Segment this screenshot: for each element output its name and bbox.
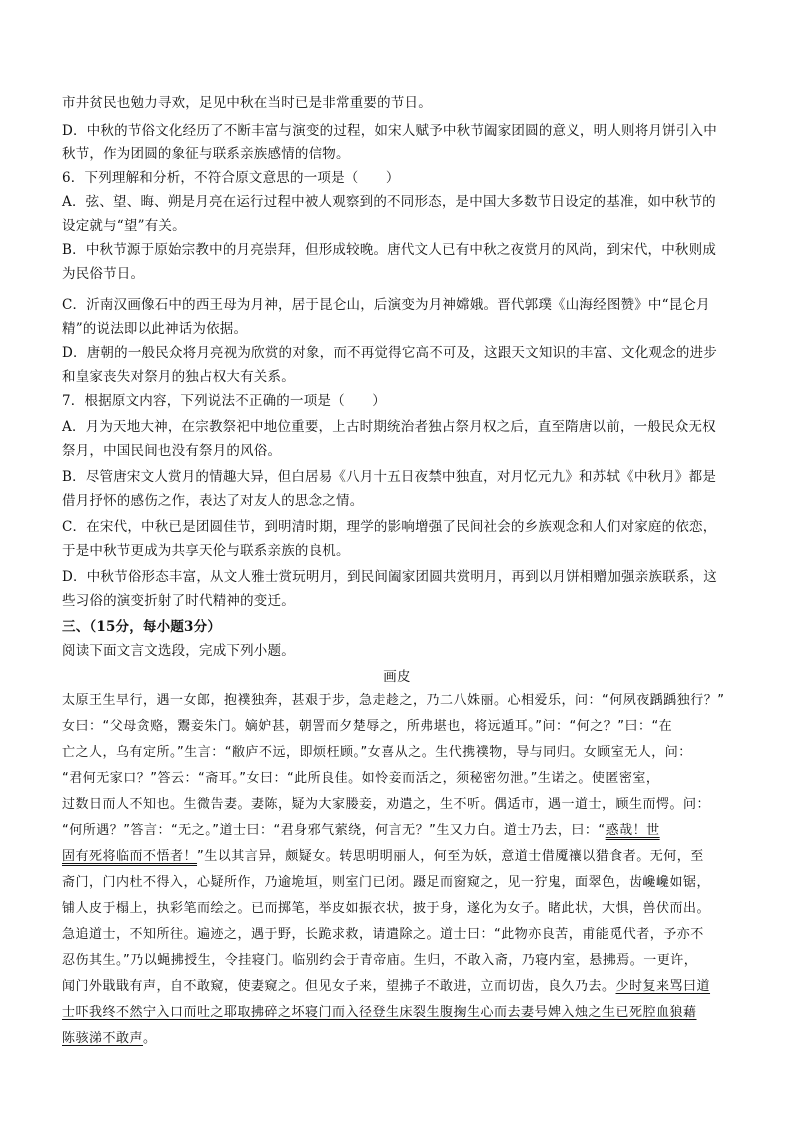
- q6-option-b-line1: B．中秋节源于原始宗教中的月亮崇拜，但形成较晚。唐代文人已有中秋之夜赏月的风尚，到宋代，中秋则成: [62, 242, 717, 258]
- passage-line-1: 太原王生早行，遇一女郎，抱襆独奔，甚艰于步，急走趁之，乃二八姝丽。心相爱乐，问：“何夙夜踽踽独行？”: [62, 693, 725, 708]
- passage-line-12-underlined: 少时复来骂曰道: [615, 979, 711, 994]
- q5-option-c-continuation: 市井贫民也勉力寻欢，足见中秋在当时已是非常重要的节日。: [62, 95, 432, 111]
- q7-option-d-line2: 些习俗的演变折射了时代精神的变迁。: [62, 593, 295, 609]
- q6-option-a-line1: A．弦、望、晦、朔是月亮在运行过程中被人观察到的不同形态，是中国大多数节日设定的基准，如中秋节的: [62, 194, 716, 210]
- q5-option-d-line1: D．中秋的节俗文化经历了不断丰富与演变的过程，如宋人赋予中秋节阖家团圆的意义，明人则将月饼引入中: [62, 123, 717, 139]
- passage-line-10: 急追道士，不知所往。遍迹之，遇于野，长跪求救，请遣除之。道士曰：“此物亦良苦，甫能觅代者，予亦不: [62, 927, 704, 942]
- q6-option-c-line1: C．沂南汉画像石中的西王母为月神，居于昆仑山，后演变为月神嫦娥。晋代郭璞《山海经图赞》中“昆仑月: [62, 297, 710, 313]
- passage-line-12: [62, 975, 710, 994]
- passage-line-8: 斋门，门内杜不得入，心疑所作，乃逾垝垣，则室门已闭。蹑足而窗窥之，见一狞鬼，面翠色，齿巉巉如锯，: [62, 875, 711, 890]
- q6-option-b-line2: 为民俗节日。: [62, 266, 145, 282]
- passage-line-7-text: ”生以其言异，颇疑女。转思明明丽人，何至为妖，意道士借魇禳以猎食者。无何，至: [197, 849, 704, 864]
- q6-option-a-line2: 设定就与“望”有关。: [62, 218, 186, 234]
- passage-line-3: 亡之人，乌有定所。”生言：“敝庐不远，即烦枉顾。”女喜从之。生代携襆物，导与同归。女顾室无人，问：: [62, 745, 692, 760]
- passage-line-7: [62, 845, 704, 864]
- section-3-header: 三、（15分，每小题3分）: [62, 619, 222, 635]
- passage-line-9: 铺人皮于榻上，执彩笔而绘之。已而掷笔，举皮如振衣状，披于身，遂化为女子。睹此状，大惧，兽伏而出。: [62, 901, 711, 916]
- q6-option-d-line1: D．唐朝的一般民众将月亮视为欣赏的对象，而不再觉得它高不可及，这跟天文知识的丰富、文化观念的进步: [62, 345, 717, 361]
- q7-option-d-line1: D．中秋节俗形态丰富，从文人雅士赏玩明月，到民间阖家团圆共赏明月，再到以月饼相赠加强亲族联系，这: [62, 569, 717, 585]
- passage-line-7-double-underlined: 固有死将临而不悟者！: [62, 849, 198, 864]
- passage-line-6-text: “何所遇？”答言：“无之。”道士曰：“君身邪气萦绕，何言无？”生又力白。道士乃去，曰：“: [62, 823, 606, 838]
- q7-option-b-line2: 借月抒怀的感伤之作，表达了对友人的思念之情。: [62, 493, 364, 509]
- q7-option-c-line2: 于是中秋节更成为共享天伦与联系亲族的良机。: [62, 543, 350, 559]
- passage-line-12-text: 闻门外戢戢有声，自不敢窥，使妻窥之。但见女子来，望拂子不敢进，立而切齿，良久乃去。: [62, 979, 616, 994]
- passage-line-14-end: 。: [143, 1031, 157, 1046]
- q6-option-d-line2: 和皇家丧失对祭月的独占权大有关系。: [62, 369, 295, 385]
- q7-stem: 7．根据原文内容，下列说法不正确的一项是（ ）: [62, 393, 386, 409]
- q7-option-b-line1: B．尽管唐宋文人赏月的情趣大异，但白居易《八月十五日夜禁中独直，对月忆元九》和苏轼《中秋月》都是: [62, 469, 717, 485]
- q6-stem: 6．下列理解和分析，不符合原文意思的一项是（ ）: [62, 170, 400, 186]
- passage-line-2: 女曰：“父母贪赂，鬻妾朱门。嫡妒甚，朝詈而夕楚辱之，所弗堪也，将远遁耳。”问：“何之？”曰：“在: [62, 719, 673, 734]
- passage-line-5: 过数日而人不知也。生微告妻。妻陈，疑为大家媵妾，劝遣之，生不听。偶适市，遇一道士，顾生而愕。问：: [62, 797, 711, 812]
- q7-option-c-line1: C．在宋代，中秋已是团圆佳节，到明清时期，理学的影响增强了民间社会的乡族观念和人们对家庭的依恋，: [62, 519, 717, 535]
- q6-option-c-line2: 精”的说法即以此神话为依据。: [62, 321, 248, 337]
- passage-line-14-underlined: 陈骇涕不敢声: [62, 1031, 144, 1046]
- passage-line-6: [62, 819, 660, 838]
- passage-line-6-double-underlined: 惑哉！世: [605, 823, 660, 838]
- section-3-instruction: 阅读下面文言文选段，完成下列小题。: [62, 643, 295, 659]
- passage-line-14: [62, 1027, 157, 1046]
- q7-option-a-line2: 祭月，中国民间也没有祭月的风俗。: [62, 443, 282, 459]
- passage-title: 画皮: [383, 669, 411, 685]
- q7-option-a-line1: A．月为天地大神，在宗教祭祀中地位重要，上古时期统治者独占祭月权之后，直至隋唐以前，一般民众无权: [62, 419, 716, 435]
- q5-option-d-line2: 秋节，作为团圆的象征与联系亲族感情的信物。: [62, 146, 350, 162]
- passage-line-11: 忍伤其生。”乃以蝇拂授生，令挂寝门。临别约会于青帝庙。生归，不敢入斋，乃寝内室，悬拂焉。一更许，: [62, 953, 698, 968]
- passage-line-4: “君何无家口？”答云：“斋耳。”女曰：“此所良佳。如怜妾而活之，须秘密勿泄。”生诺之。使匿密室，: [62, 771, 660, 786]
- passage-line-13-underlined: 士吓我终不然宁入口而吐之耶取拂碎之坏寝门而入径登生床裂生腹掬生心而去妻号婢入烛之生已死腔血狼藉: [62, 1005, 697, 1020]
